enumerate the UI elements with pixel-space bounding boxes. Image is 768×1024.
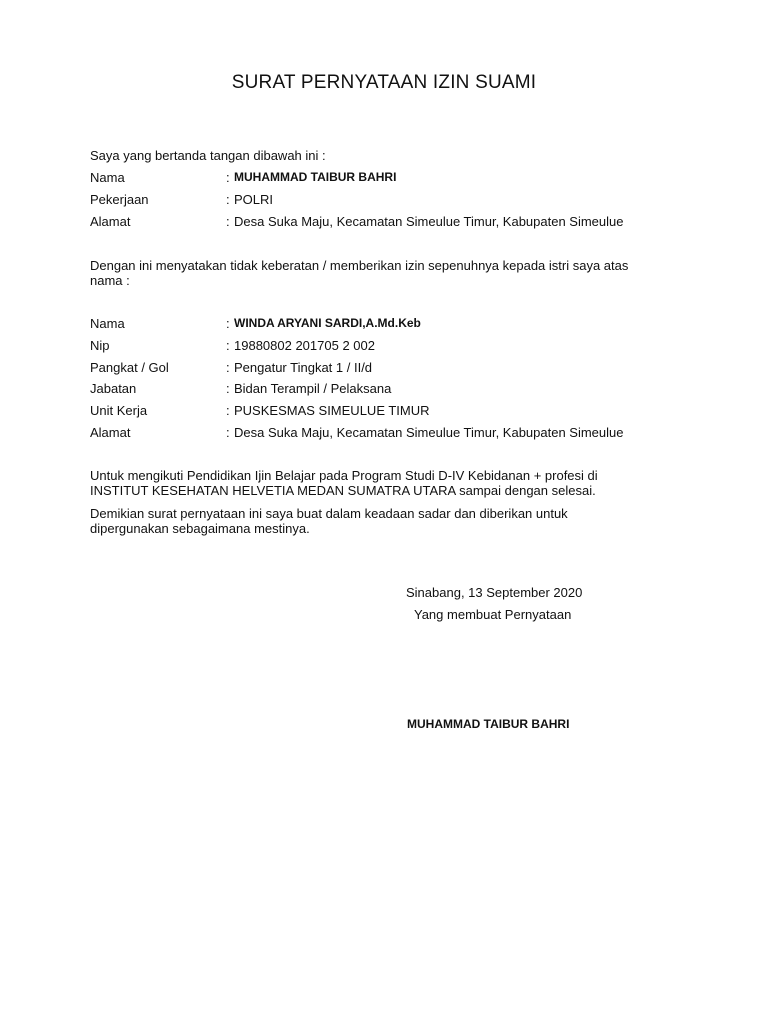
closing-line: Demikian surat pernyataan ini saya buat dalam keadaan sadar dan diberikan untuk (90, 506, 568, 521)
field-label: Pangkat / Gol (90, 360, 169, 375)
closing-paragraph (90, 506, 690, 536)
field-label: Unit Kerja (90, 403, 148, 418)
statement-line: Dengan ini menyatakan tidak keberatan / memberikan izin sepenuhnya kepada istri saya atas (90, 258, 629, 273)
signer-name: MUHAMMAD TAIBUR BAHRI (407, 717, 570, 731)
field-label: Pekerjaan (90, 192, 149, 207)
statement-line: nama : (90, 273, 130, 288)
husband-row-alamat (90, 214, 710, 230)
field-colon: : (226, 214, 230, 229)
field-value: PUSKESMAS SIMEULUE TIMUR (234, 403, 430, 418)
field-value: Desa Suka Maju, Kecamatan Simeulue Timur, Kabupaten Simeulue (234, 425, 624, 440)
field-colon: : (226, 170, 230, 185)
field-value: Bidan Terampil / Pelaksana (234, 381, 392, 396)
field-label: Nip (90, 338, 110, 353)
purpose-line: INSTITUT KESEHATAN HELVETIA MEDAN SUMATRA UTARA sampai dengan selesai. (90, 483, 596, 498)
wife-row-pangkat (90, 360, 710, 376)
wife-row-nip (90, 338, 710, 354)
document-title: SURAT PERNYATAAN IZIN SUAMI (231, 72, 537, 93)
field-label: Jabatan (90, 381, 137, 396)
field-value: Desa Suka Maju, Kecamatan Simeulue Timur, Kabupaten Simeulue (234, 214, 624, 229)
field-colon: : (226, 316, 230, 331)
statement-paragraph (90, 258, 690, 288)
field-value: POLRI (234, 192, 274, 207)
intro-text: Saya yang bertanda tangan dibawah ini : (90, 148, 326, 163)
husband-row-pekerjaan (90, 192, 710, 208)
field-colon: : (226, 338, 230, 353)
signer-caption: Yang membuat Pernyataan (414, 607, 572, 622)
closing-line: dipergunakan sebagaimana mestinya. (90, 521, 310, 536)
field-label: Alamat (90, 425, 131, 440)
field-label: Nama (90, 316, 125, 331)
field-value: 19880802 201705 2 002 (234, 338, 375, 353)
place-date: Sinabang, 13 September 2020 (406, 585, 583, 600)
field-value: MUHAMMAD TAIBUR BAHRI (234, 170, 397, 184)
wife-row-nama (90, 316, 710, 332)
field-colon: : (226, 381, 230, 396)
field-colon: : (226, 360, 230, 375)
purpose-line: Untuk mengikuti Pendidikan Ijin Belajar pada Program Studi D-IV Kebidanan + profesi di (90, 468, 598, 483)
field-label: Alamat (90, 214, 131, 229)
purpose-paragraph (90, 468, 690, 498)
field-value: WINDA ARYANI SARDI,A.Md.Keb (234, 316, 421, 330)
husband-row-nama (90, 170, 710, 186)
field-value: Pengatur Tingkat 1 / II/d (234, 360, 373, 375)
field-colon: : (226, 425, 230, 440)
wife-row-jabatan (90, 381, 710, 397)
wife-row-unit-kerja (90, 403, 710, 419)
wife-row-alamat (90, 425, 710, 441)
field-label: Nama (90, 170, 125, 185)
field-colon: : (226, 192, 230, 207)
field-colon: : (226, 403, 230, 418)
